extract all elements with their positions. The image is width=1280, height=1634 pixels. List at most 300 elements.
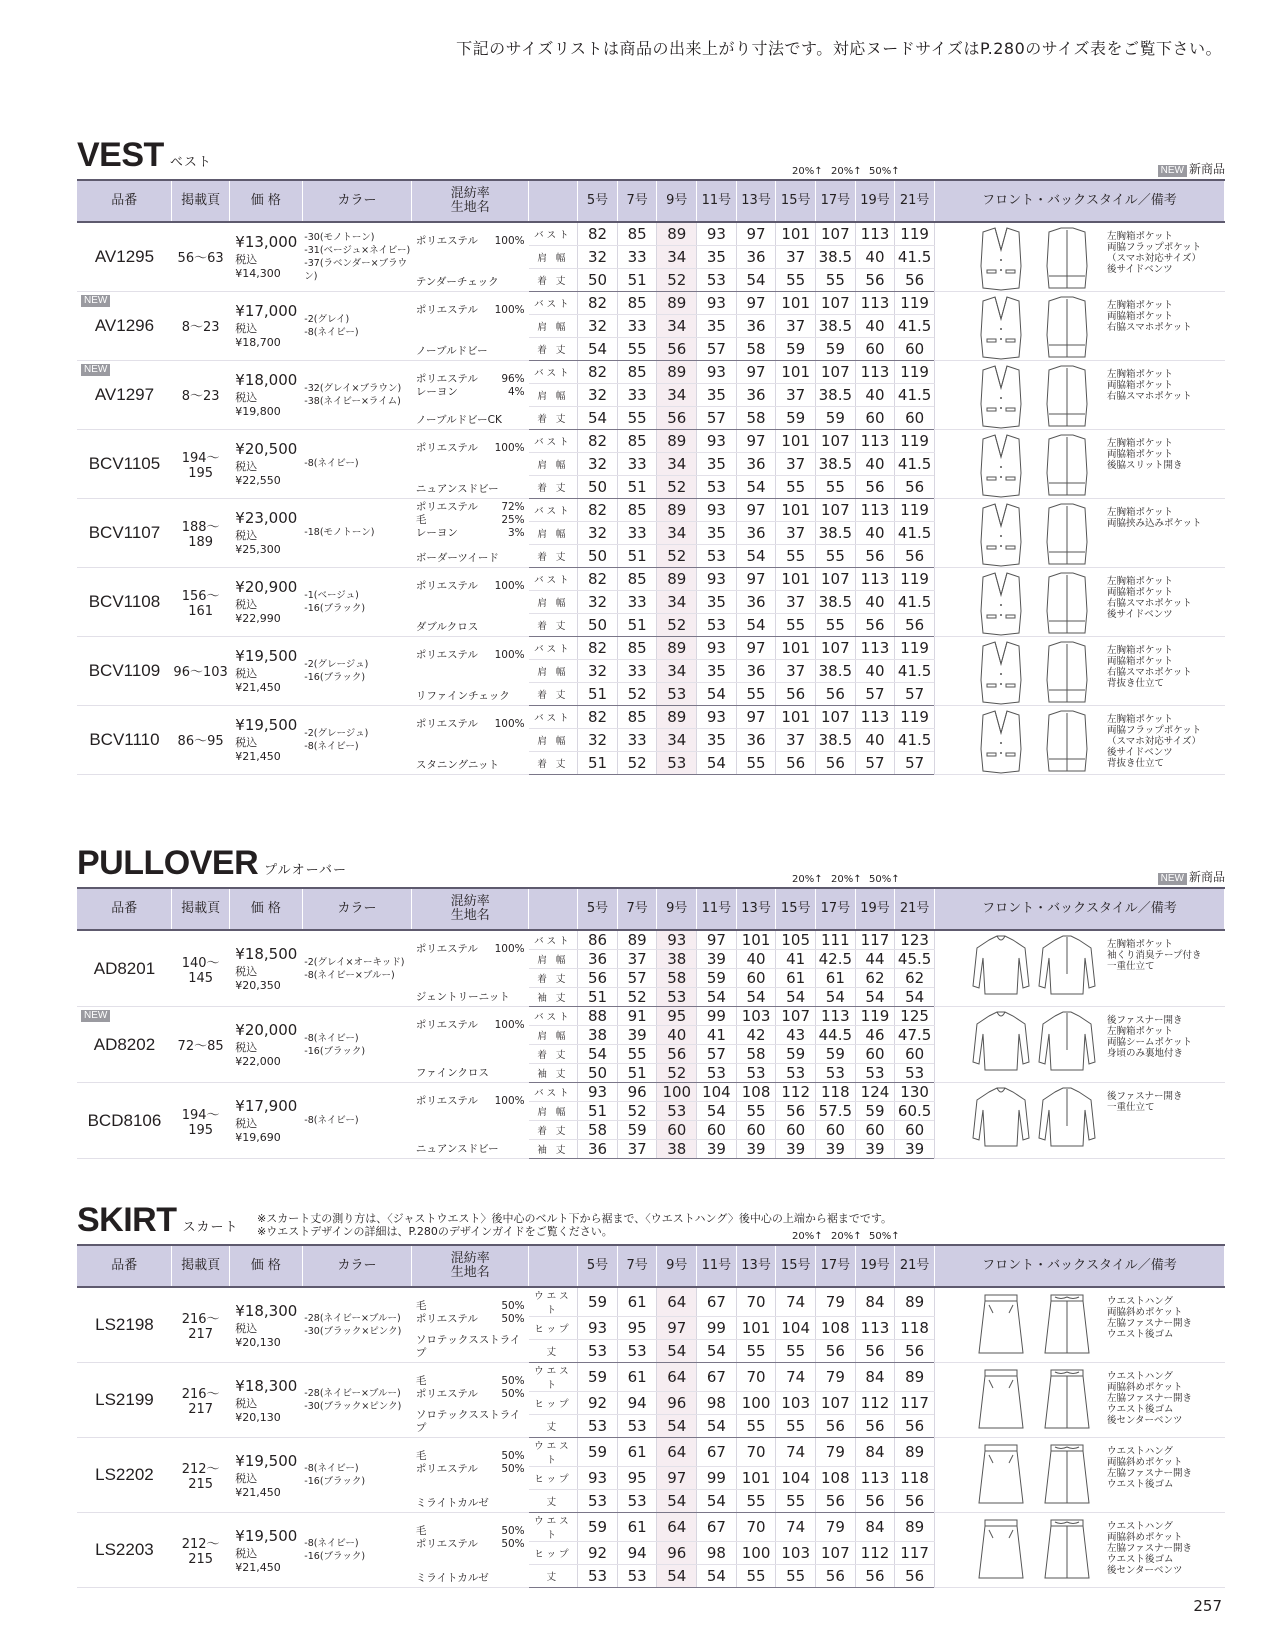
table-row	[77, 291, 1225, 314]
header-color: カラー	[302, 1245, 412, 1287]
size-value: 34	[657, 728, 697, 751]
size-value: 37	[776, 314, 816, 337]
fabric-cell	[412, 429, 529, 498]
style-note: 後センターベンツ	[1106, 1565, 1183, 1576]
style-note: 後サイドベンツ	[1106, 264, 1173, 275]
size-value: 94	[617, 1392, 657, 1415]
size-value: 42	[736, 1026, 776, 1045]
price-tax-incl: 税込¥22,990	[235, 598, 281, 625]
size-value: 93	[697, 567, 737, 590]
product-code-cell	[77, 222, 172, 291]
size-value: 57	[855, 751, 895, 774]
size-value: 59	[816, 1045, 856, 1064]
table-row	[77, 930, 1225, 950]
style-note: 袖くり消臭テープ付き	[1106, 950, 1202, 961]
header-size: 9号	[657, 888, 697, 930]
style-notes	[1107, 231, 1201, 275]
size-value: 56	[776, 751, 816, 774]
size-value: 59	[816, 406, 856, 429]
size-value: 53	[578, 1565, 618, 1588]
size-value: 54	[776, 988, 816, 1007]
size-value: 40	[855, 521, 895, 544]
header-page: 掲載頁	[172, 180, 229, 222]
composition-row	[416, 514, 525, 527]
size-value: 57	[855, 682, 895, 705]
measure-label: 肩 幅	[529, 590, 578, 613]
size-value: 103	[776, 1392, 816, 1415]
size-value: 54	[736, 988, 776, 1007]
section-title-en: PULLOVER	[77, 844, 259, 882]
style-note: 左胸箱ポケット	[1106, 231, 1173, 242]
price-cell	[229, 636, 302, 705]
size-value: 35	[697, 590, 737, 613]
catalog-pages: 96〜103	[172, 636, 229, 705]
style-note: 身頃のみ裏地付き	[1106, 1048, 1183, 1059]
price-cell	[229, 1438, 302, 1513]
measure-label: バスト	[529, 705, 578, 728]
size-value: 35	[697, 728, 737, 751]
vest-size-table	[77, 179, 1225, 775]
style-cell	[934, 1083, 1224, 1159]
size-value: 56	[657, 1045, 697, 1064]
composition-row	[416, 943, 525, 956]
fabric-cell	[412, 567, 529, 636]
size-value: 119	[895, 222, 935, 245]
size-value: 85	[617, 498, 657, 521]
measure-label: 肩 幅	[529, 314, 578, 337]
size-value: 55	[736, 1340, 776, 1363]
measure-label: 着 丈	[529, 268, 578, 291]
style-cell	[934, 1287, 1224, 1363]
style-note: ウエストハング	[1106, 1371, 1174, 1382]
product-code-cell	[77, 1007, 172, 1083]
size-value: 101	[776, 567, 816, 590]
measure-label: バスト	[529, 222, 578, 245]
price-tax-incl: 税込¥21,450	[235, 1546, 281, 1574]
size-value: 53	[657, 751, 697, 774]
size-value: 53	[578, 1490, 618, 1513]
material: 毛	[415, 1300, 427, 1312]
size-value: 56	[855, 268, 895, 291]
size-value: 51	[617, 475, 657, 498]
product-code-cell	[77, 636, 172, 705]
fabric-cell	[412, 360, 529, 429]
product-code-cell	[77, 1438, 172, 1513]
style-cell	[934, 360, 1224, 429]
material: ポリエステル	[415, 372, 478, 385]
price-cell	[229, 291, 302, 360]
catalog-pages: 156〜161	[172, 567, 229, 636]
size-value: 96	[657, 1392, 697, 1415]
price-tax-incl: 税込¥21,450	[235, 667, 281, 694]
header-price: 価 格	[229, 888, 302, 930]
size-value: 56	[855, 1415, 895, 1438]
style-cell	[934, 567, 1224, 636]
style-note: ウエストハング	[1106, 1296, 1174, 1307]
style-note: 両脇斜めポケット	[1106, 1457, 1183, 1468]
color-cell	[302, 360, 412, 429]
style-note: 両脇箱ポケット	[1106, 655, 1173, 667]
size-value: 107	[816, 222, 856, 245]
header-page: 掲載頁	[172, 888, 229, 930]
product-code: BCV1108	[88, 591, 161, 611]
material-pct: 4%	[507, 385, 525, 398]
fabric-name: ミライトカルゼ	[415, 1497, 489, 1509]
size-value: 117	[895, 1542, 935, 1565]
size-value: 70	[736, 1287, 776, 1317]
measure-label: ヒップ	[529, 1392, 578, 1415]
color-cell	[302, 1363, 412, 1438]
header-size: 11号	[697, 180, 737, 222]
material-pct: 100%	[494, 303, 525, 316]
size-value: 85	[617, 705, 657, 728]
price-cell	[229, 498, 302, 567]
material-pct: 50%	[501, 1525, 525, 1537]
size-value: 56	[895, 544, 935, 567]
size-value: 52	[657, 544, 697, 567]
size-value: 118	[895, 1317, 935, 1340]
size-up-indicator: 20%↑	[792, 1231, 823, 1242]
size-value: 60	[657, 1121, 697, 1140]
size-value: 85	[617, 429, 657, 452]
size-value: 86	[578, 930, 618, 950]
fabric-cell	[412, 498, 529, 567]
size-value: 113	[855, 360, 895, 383]
composition	[416, 1083, 525, 1108]
fabric-cell	[412, 1287, 529, 1363]
price-cell	[229, 429, 302, 498]
header-color: カラー	[302, 888, 412, 930]
size-value: 37	[617, 950, 657, 969]
size-value: 70	[736, 1438, 776, 1467]
style-note: 左脇ファスナー開き	[1106, 1318, 1193, 1329]
size-value: 36	[736, 590, 776, 613]
style-notes	[1107, 1296, 1192, 1340]
measure-label: ヒップ	[529, 1467, 578, 1490]
new-label: 新商品	[1188, 870, 1225, 884]
size-value: 59	[578, 1438, 618, 1467]
size-value: 89	[657, 360, 697, 383]
size-value: 54	[657, 1340, 697, 1363]
composition	[416, 1513, 525, 1551]
size-value: 119	[855, 1007, 895, 1026]
size-value: 119	[895, 705, 935, 728]
color-cell	[302, 636, 412, 705]
size-value: 130	[895, 1083, 935, 1102]
header-size: 7号	[617, 180, 657, 222]
price: ¥19,500	[235, 716, 298, 734]
size-value: 113	[855, 567, 895, 590]
size-up-indicator: 20%↑	[831, 874, 862, 885]
style-notes	[1107, 576, 1192, 620]
size-value: 51	[578, 988, 618, 1007]
size-value: 36	[736, 659, 776, 682]
measure-label: 袖 丈	[529, 1140, 578, 1159]
style-note: 両脇斜めポケット	[1106, 1532, 1183, 1543]
composition-row	[416, 527, 525, 540]
price-tax-incl: 税込¥14,300	[235, 253, 281, 281]
size-value: 61	[617, 1287, 657, 1317]
price: ¥19,500	[235, 1526, 298, 1545]
size-value: 113	[855, 291, 895, 314]
product-code-cell	[77, 498, 172, 567]
measure-label: 着 丈	[529, 337, 578, 360]
fabric-name: ソロテックスストライプ	[415, 1409, 521, 1434]
size-value: 89	[895, 1438, 935, 1467]
color-cell	[302, 930, 412, 1007]
size-value: 113	[855, 1317, 895, 1340]
style-note: 左脇ファスナー開き	[1106, 1468, 1193, 1479]
material: ポリエステル	[415, 648, 478, 661]
size-value: 56	[776, 1102, 816, 1121]
header-code: 品番	[77, 888, 172, 930]
size-value: 67	[697, 1287, 737, 1317]
size-value: 113	[816, 1007, 856, 1026]
product-code-cell	[77, 360, 172, 429]
size-value: 52	[657, 613, 697, 636]
color-option: -18(モノトーン)	[304, 527, 375, 538]
style-notes	[1107, 369, 1192, 402]
material-pct: 100%	[494, 1019, 525, 1031]
style-notes	[1107, 939, 1202, 972]
header-size: 7号	[617, 888, 657, 930]
size-value: 59	[855, 1102, 895, 1121]
measure-label: 着 丈	[529, 544, 578, 567]
size-up-indicator: 50%↑	[869, 166, 900, 177]
material-pct: 50%	[501, 1538, 525, 1550]
size-value: 54	[657, 1415, 697, 1438]
size-value: 56	[895, 1340, 935, 1363]
size-value: 33	[617, 521, 657, 544]
size-value: 39	[736, 1140, 776, 1159]
composition-row	[416, 649, 525, 662]
table-row	[77, 222, 1225, 245]
size-value: 85	[617, 291, 657, 314]
material: ポリエステル	[415, 500, 478, 513]
size-value: 52	[617, 1102, 657, 1121]
size-value: 36	[578, 1140, 618, 1159]
style-notes	[1107, 438, 1183, 471]
fabric-cell	[412, 1438, 529, 1513]
size-value: 56	[776, 682, 816, 705]
product-code: LS2199	[95, 1390, 154, 1409]
table-row	[77, 705, 1225, 728]
price-cell	[229, 567, 302, 636]
product-code-cell	[77, 930, 172, 1007]
size-value: 32	[578, 590, 618, 613]
measure-label: 丈	[529, 1415, 578, 1438]
fabric-name: ノーブルドビー	[415, 344, 488, 357]
size-value: 119	[895, 291, 935, 314]
size-value: 97	[657, 1467, 697, 1490]
size-value: 59	[776, 1045, 816, 1064]
style-note: 左胸箱ポケット	[1106, 299, 1173, 311]
size-value: 54	[578, 337, 618, 360]
header-price: 価 格	[229, 1245, 302, 1287]
size-value: 56	[855, 1490, 895, 1513]
size-value: 40	[855, 383, 895, 406]
style-cell	[934, 930, 1224, 1007]
material-pct: 50%	[501, 1313, 525, 1325]
size-value: 56	[855, 544, 895, 567]
size-value: 89	[657, 705, 697, 728]
catalog-pages: 194〜195	[172, 1083, 229, 1159]
size-value: 104	[776, 1467, 816, 1490]
header-price: 価 格	[229, 180, 302, 222]
header-row	[77, 1245, 1225, 1287]
size-value: 56	[657, 337, 697, 360]
size-value: 74	[776, 1438, 816, 1467]
composition	[416, 568, 525, 593]
section-note: ※ウエストデザインの詳細は、P.280のデザインガイドをご覧ください。	[257, 1225, 613, 1238]
size-value: 97	[736, 360, 776, 383]
style-note: 両脇フラップポケット	[1106, 242, 1202, 253]
product-code-cell	[77, 291, 172, 360]
size-value: 53	[697, 475, 737, 498]
size-value: 61	[617, 1438, 657, 1467]
style-note: 左胸箱ポケット	[1106, 437, 1173, 449]
composition-row	[416, 1450, 525, 1463]
measure-label: 着 丈	[529, 613, 578, 636]
size-value: 55	[776, 613, 816, 636]
new-badge: NEW	[1158, 165, 1187, 177]
skirt-size-table	[77, 1244, 1225, 1588]
size-value: 92	[578, 1542, 618, 1565]
size-value: 54	[697, 1490, 737, 1513]
size-value: 112	[855, 1542, 895, 1565]
size-value: 41	[776, 950, 816, 969]
color-option: -30(モノトーン)	[304, 231, 375, 243]
composition-row	[416, 1313, 525, 1326]
price: ¥17,900	[235, 1097, 298, 1115]
size-value: 53	[697, 268, 737, 291]
fabric-cell	[412, 1363, 529, 1438]
product-code: LS2198	[95, 1315, 154, 1334]
style-notes	[1107, 714, 1201, 769]
size-value: 56	[816, 751, 856, 774]
size-value: 89	[657, 636, 697, 659]
product-code: AV1296	[94, 315, 155, 335]
product-code: AD8202	[93, 1034, 156, 1054]
size-value: 52	[657, 268, 697, 291]
composition	[416, 1363, 525, 1401]
measure-label: ウエスト	[529, 1363, 578, 1392]
size-up-indicator: 50%↑	[869, 874, 900, 885]
size-value: 89	[657, 291, 697, 314]
header-code: 品番	[77, 180, 172, 222]
material: ポリエステル	[415, 441, 478, 454]
material-pct: 100%	[494, 717, 525, 730]
size-value: 54	[736, 613, 776, 636]
size-value: 95	[617, 1467, 657, 1490]
size-value: 56	[855, 613, 895, 636]
size-value: 79	[816, 1438, 856, 1467]
size-value: 99	[697, 1007, 737, 1026]
size-value: 99	[697, 1317, 737, 1340]
size-value: 84	[855, 1363, 895, 1392]
size-value: 89	[657, 498, 697, 521]
size-value: 56	[816, 1565, 856, 1588]
size-value: 93	[697, 636, 737, 659]
table-row	[77, 1287, 1225, 1317]
page-number: 257	[1193, 1597, 1222, 1615]
skirt-section	[77, 1200, 1225, 1588]
size-value: 54	[697, 1340, 737, 1363]
price-cell	[229, 1513, 302, 1588]
size-value: 40	[855, 659, 895, 682]
size-value: 53	[895, 1064, 935, 1083]
price-tax-incl: 税込¥18,700	[235, 322, 281, 349]
price-tax-incl: 税込¥21,450	[235, 1471, 281, 1499]
size-value: 60	[855, 1121, 895, 1140]
size-value: 33	[617, 452, 657, 475]
vest-section	[77, 135, 1225, 775]
size-value: 89	[657, 429, 697, 452]
product-code-cell	[77, 1083, 172, 1159]
size-value: 52	[657, 475, 697, 498]
size-value: 118	[816, 1083, 856, 1102]
product-code-cell	[77, 429, 172, 498]
size-value: 60	[895, 337, 935, 360]
size-value: 82	[578, 360, 618, 383]
fabric-name: ノーブルドビーCK	[415, 413, 502, 426]
material: ポリエステル	[415, 943, 478, 955]
size-value: 56	[895, 613, 935, 636]
catalog-pages: 72〜85	[172, 1007, 229, 1083]
header-size: 21号	[895, 180, 935, 222]
style-note: 右脇スマホポケット	[1106, 321, 1192, 333]
size-value: 89	[617, 930, 657, 950]
size-value: 55	[736, 682, 776, 705]
product-code: AV1297	[94, 384, 155, 404]
color-cell	[302, 222, 412, 291]
price-cell	[229, 1083, 302, 1159]
size-value: 97	[736, 429, 776, 452]
measure-label: 肩 幅	[529, 950, 578, 969]
product-code: LS2203	[95, 1540, 154, 1559]
size-value: 64	[657, 1363, 697, 1392]
measure-label: 着 丈	[529, 969, 578, 988]
measure-label: 着 丈	[529, 1121, 578, 1140]
style-notes	[1107, 300, 1192, 333]
style-note: 背抜き仕立て	[1106, 757, 1164, 769]
size-value: 97	[736, 222, 776, 245]
size-value: 56	[816, 1415, 856, 1438]
price: ¥19,500	[235, 1451, 298, 1470]
size-value: 92	[578, 1392, 618, 1415]
measure-label: バスト	[529, 636, 578, 659]
material: ポリエステル	[415, 303, 478, 316]
style-note: 左胸箱ポケット	[1106, 506, 1173, 518]
composition	[416, 706, 525, 731]
catalog-pages: 216〜217	[172, 1363, 229, 1438]
size-value: 95	[617, 1317, 657, 1340]
pullover-size-table	[77, 887, 1225, 1159]
size-value: 41.5	[895, 452, 935, 475]
size-value: 119	[895, 636, 935, 659]
pullover-heading	[77, 843, 1225, 887]
size-value: 56	[895, 475, 935, 498]
material-pct: 100%	[494, 648, 525, 661]
material: レーヨン	[415, 526, 458, 539]
size-value: 93	[697, 291, 737, 314]
size-value: 53	[617, 1415, 657, 1438]
material-pct: 25%	[501, 513, 525, 526]
table-row	[77, 498, 1225, 521]
material-pct: 100%	[494, 441, 525, 454]
size-value: 35	[697, 383, 737, 406]
size-value: 41.5	[895, 521, 935, 544]
